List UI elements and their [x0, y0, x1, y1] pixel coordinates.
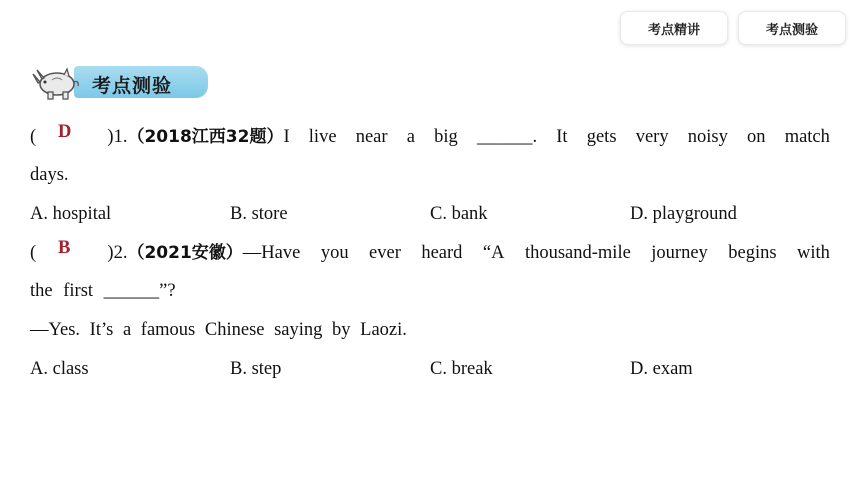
q2-word: you — [320, 243, 349, 263]
q2-word: It’s — [89, 320, 114, 340]
q2-source: （2021安徽） — [127, 243, 243, 263]
q2-answer: B — [58, 238, 71, 258]
q1-line1 — [30, 125, 830, 149]
q1-word: a — [406, 127, 415, 147]
tab-kaodian-jingjiang[interactable]: 考点精讲 — [620, 11, 728, 45]
q1-word: very — [635, 127, 669, 147]
q2-option-b: B. step — [230, 359, 282, 379]
q2-word: a — [122, 320, 132, 340]
section-title: 考点测验 — [92, 75, 173, 97]
q2-stem-start — [30, 241, 300, 265]
q2-word: begins — [728, 243, 777, 263]
q2-word: —Yes. — [30, 320, 81, 340]
q2-word: “A — [482, 243, 505, 263]
q1-line2: days. — [30, 165, 69, 185]
q1-open-paren: ( — [30, 127, 37, 147]
q1-option-c: C. bank — [430, 204, 488, 224]
q1-word: live — [308, 127, 337, 147]
q1-word: It — [556, 127, 568, 147]
q2-word: Chinese — [204, 320, 265, 340]
q1-option-a: A. hospital — [30, 204, 112, 224]
q2-word: thousand-mile — [524, 243, 631, 263]
q1-source: （2018江西32题） — [127, 127, 284, 147]
q1-option-d: D. playground — [630, 204, 737, 224]
q1-number: )1. — [107, 127, 128, 147]
tab-kaodian-ceyan[interactable]: 考点测验 — [738, 11, 846, 45]
q2-word: with — [797, 243, 830, 263]
q2-line1 — [30, 241, 830, 265]
q2-option-a: A. class — [30, 359, 89, 379]
q2-open-paren: ( — [30, 243, 37, 263]
q2-word: saying — [274, 320, 323, 340]
q2-word: the — [30, 281, 53, 301]
q1-blank: ______. — [476, 127, 538, 147]
q2-word: journey — [651, 243, 708, 263]
q2-word: famous — [140, 320, 196, 340]
q2-word: by — [332, 320, 351, 340]
q1-word: noisy — [687, 127, 728, 147]
q1-word: match — [784, 127, 830, 147]
q2-word: first — [63, 281, 94, 301]
q2-option-c: C. break — [430, 359, 493, 379]
q2-word: —Have — [242, 243, 301, 263]
q2-word: ever — [369, 243, 401, 263]
q2-word: heard — [421, 243, 463, 263]
q2-number: )2. — [107, 243, 128, 263]
q1-word: gets — [586, 127, 617, 147]
q2-blank: ______”? — [103, 281, 176, 301]
q2-line2 — [30, 279, 830, 303]
q2-line3 — [30, 318, 830, 342]
rhino-icon — [30, 62, 82, 102]
section-header — [30, 62, 210, 102]
top-nav — [620, 11, 846, 45]
q1-word: on — [747, 127, 766, 147]
q2-option-d: D. exam — [630, 359, 693, 379]
q1-word: near — [355, 127, 388, 147]
q1-word: I — [283, 127, 290, 147]
q1-option-b: B. store — [230, 204, 288, 224]
q2-word: Laozi. — [360, 320, 407, 340]
q1-word: big — [434, 127, 458, 147]
q1-answer: D — [58, 122, 72, 142]
